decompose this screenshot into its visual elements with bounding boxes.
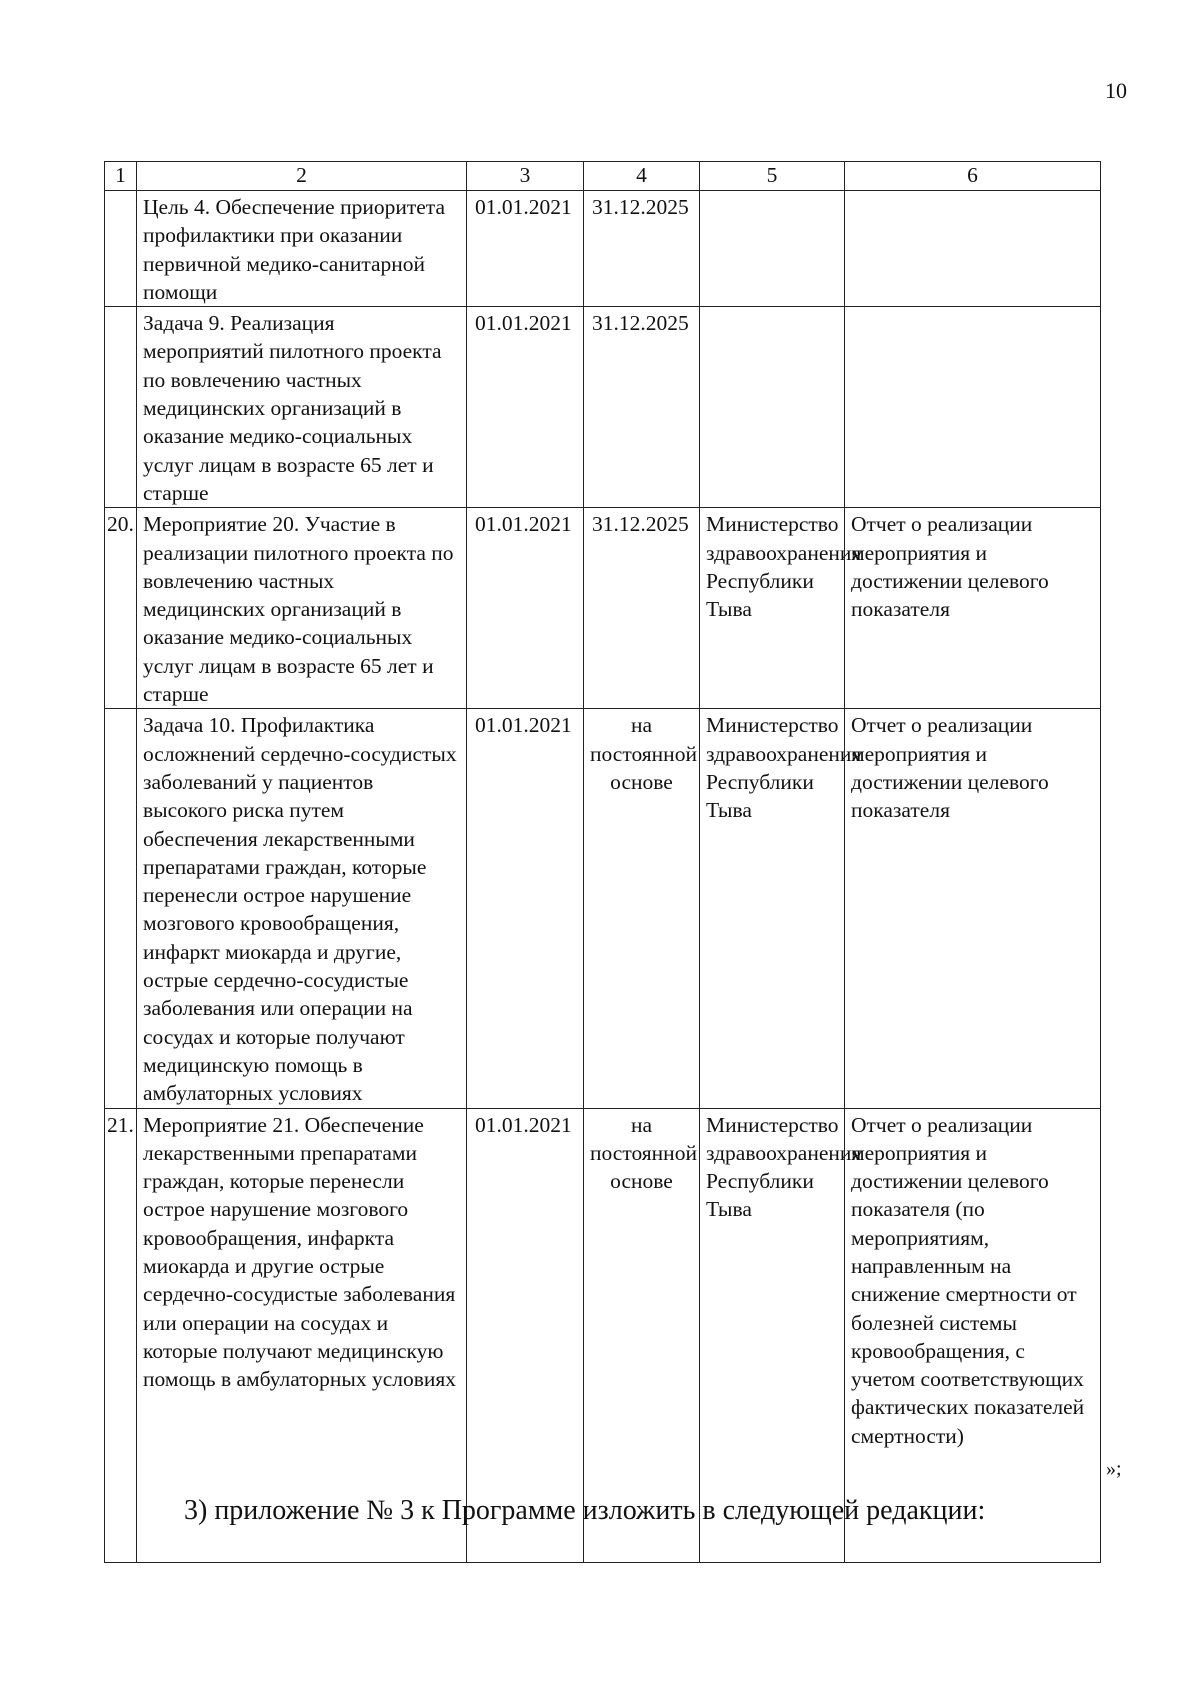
row-start-date: 01.01.2021 xyxy=(467,307,584,508)
row-start-date: 01.01.2021 xyxy=(467,508,584,709)
column-header: 2 xyxy=(137,162,467,191)
row-start-date: 01.01.2021 xyxy=(467,191,584,307)
row-name: Задача 9. Реализация мероприятий пилотного проекта по вовлечению частных медицинских организаций в оказание медико-социальных услуг лицам в возрасте 65 лет и старше xyxy=(137,307,467,508)
column-header: 3 xyxy=(467,162,584,191)
row-name: Мероприятие 21. Обеспечение лекарственными препаратами граждан, которые перенесли острое нарушение мозгового кровообращения, инфаркта миокарда и другие острые сердечно-сосудистые заболевания или операции на сосудах и которые получают медицинскую помощь в амбулаторных условиях xyxy=(137,1108,467,1562)
row-number xyxy=(105,709,137,1108)
row-responsible: Министерство здравоохранения Республики Тыва xyxy=(700,709,845,1108)
row-name: Мероприятие 20. Участие в реализации пилотного проекта по вовлечению частных медицинских организаций в оказание медико-социальных услуг лицам в возрасте 65 лет и старше xyxy=(137,508,467,709)
column-header: 1 xyxy=(105,162,137,191)
row-responsible: Министерство здравоохранения Республики Тыва xyxy=(700,1108,845,1562)
row-number xyxy=(105,191,137,307)
table-row xyxy=(105,1108,1101,1562)
row-end-date: 31.12.2025 xyxy=(584,508,700,709)
page-number: 10 xyxy=(1105,78,1127,103)
table-row xyxy=(105,307,1101,508)
table-row xyxy=(105,709,1101,1108)
row-name: Задача 10. Профилактика осложнений сердечно-сосудистых заболеваний у пациентов высокого риска путем обеспечения лекарственными препаратами граждан, которые перенесли острое нарушение мозгового кровообращения, инфаркт миокарда и другие, острые сердечно-сосудистые заболевания или операции на сосудах и которые получают медицинскую помощь в амбулаторных условиях xyxy=(137,709,467,1108)
row-start-date: 01.01.2021 xyxy=(467,1108,584,1562)
row-number: 20. xyxy=(105,508,137,709)
table-header-row xyxy=(105,162,1101,191)
row-start-date: 01.01.2021 xyxy=(467,709,584,1108)
row-result: Отчет о реализации мероприятия и достижении целевого показателя xyxy=(845,709,1101,1108)
closing-quote: »; xyxy=(1106,1458,1122,1480)
row-number xyxy=(105,307,137,508)
row-responsible: Министерство здравоохранения Республики Тыва xyxy=(700,508,845,709)
row-responsible xyxy=(700,307,845,508)
row-end-date: 31.12.2025 xyxy=(584,191,700,307)
table-row xyxy=(105,191,1101,307)
table-row xyxy=(105,508,1101,709)
column-header: 6 xyxy=(845,162,1101,191)
row-end-date: 31.12.2025 xyxy=(584,307,700,508)
column-header: 5 xyxy=(700,162,845,191)
instruction-text: 3) приложение № 3 к Программе изложить в следующей редакции: xyxy=(184,1495,986,1526)
measures-table xyxy=(104,161,1101,1563)
row-result xyxy=(845,191,1101,307)
row-end-date: на постоянной основе xyxy=(584,1108,700,1562)
row-responsible xyxy=(700,191,845,307)
column-header: 4 xyxy=(584,162,700,191)
row-name: Цель 4. Обеспечение приоритета профилактики при оказании первичной медико-санитарной помощи xyxy=(137,191,467,307)
row-end-date: на постоянной основе xyxy=(584,709,700,1108)
row-result xyxy=(845,307,1101,508)
row-result: Отчет о реализации мероприятия и достижении целевого показателя xyxy=(845,508,1101,709)
row-number: 21. xyxy=(105,1108,137,1562)
row-result: Отчет о реализации мероприятия и достижении целевого показателя (по мероприятиям, направленным на снижение смертности от болезней системы кровообращения, с учетом соответствующих фактических показателей смертности) xyxy=(845,1108,1101,1562)
